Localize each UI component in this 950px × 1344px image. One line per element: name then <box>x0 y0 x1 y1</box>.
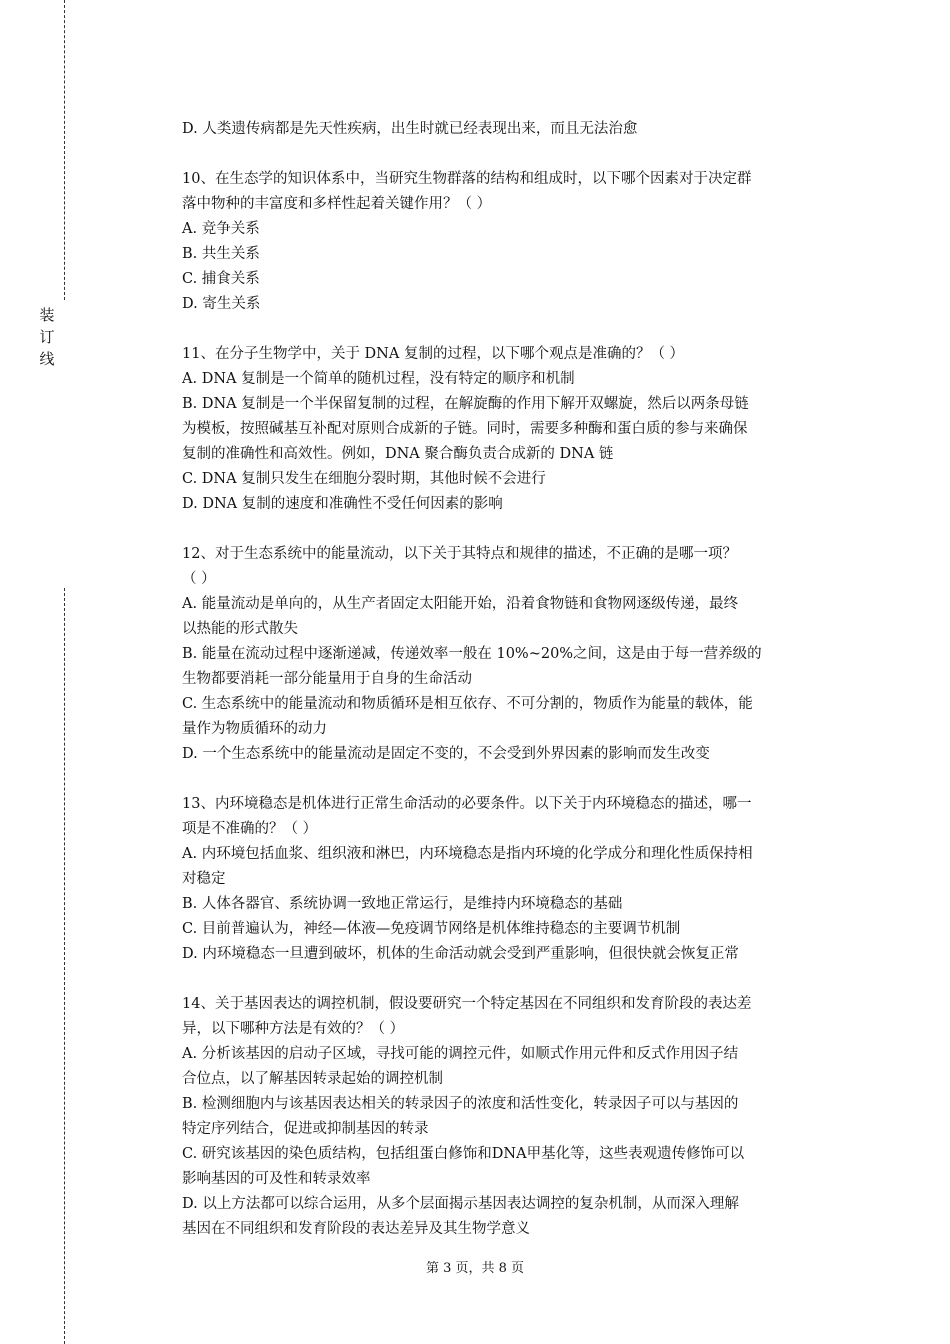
page-footer: 第 3 页，共 8 页 <box>425 1261 525 1276</box>
question-line: 为模板，按照碱基互补配对原则合成新的子链。同时，需要多种酶和蛋白质的参与来确保 <box>182 421 748 437</box>
question-line: D. 内环境稳态一旦遭到破坏，机体的生命活动就会受到严重影响，但很快就会恢复正常 <box>182 946 739 962</box>
question-line: 13、内环境稳态是机体进行正常生命活动的必要条件。以下关于内环境稳态的描述，哪一 <box>182 796 752 812</box>
binding-line-bottom <box>64 588 65 1344</box>
question-line: 项是不准确的？（ ） <box>182 821 318 837</box>
question-line: A. 内环境包括血浆、组织液和淋巴，内环境稳态是指内环境的化学成分和理化性质保持相 <box>182 846 753 862</box>
question-line: 11、在分子生物学中，关于 DNA 复制的过程，以下哪个观点是准确的？（ ） <box>182 346 685 362</box>
question-line: A. DNA 复制是一个简单的随机过程，没有特定的顺序和机制 <box>182 371 575 387</box>
question-line: C. 目前普遍认为，神经—体液—免疫调节网络是机体维持稳态的主要调节机制 <box>182 921 681 937</box>
question-block <box>182 342 844 517</box>
block-gap <box>182 517 844 542</box>
question-block <box>182 542 844 767</box>
question-block <box>182 992 844 1242</box>
question-line: D. DNA 复制的速度和准确性不受任何因素的影响 <box>182 496 503 512</box>
question-line: A. 竞争关系 <box>182 221 260 237</box>
block-gap <box>182 142 844 167</box>
question-line: （ ） <box>182 571 216 587</box>
question-line: C. 研究该基因的染色质结构，包括组蛋白修饰和DNA甲基化等，这些表观遗传修饰可以 <box>182 1146 745 1162</box>
question-line: 10、在生态学的知识体系中，当研究生物群落的结构和组成时，以下哪个因素对于决定群 <box>182 171 752 187</box>
question-block <box>182 167 844 317</box>
question-line: D. 人类遗传病都是先天性疾病，出生时就已经表现出来，而且无法治愈 <box>182 121 638 137</box>
question-line: 合位点，以了解基因转录起始的调控机制 <box>182 1071 443 1087</box>
question-line: D. 以上方法都可以综合运用，从多个层面揭示基因表达调控的复杂机制，从而深入理解 <box>182 1196 739 1212</box>
question-line: 影响基因的可及性和转录效率 <box>182 1171 371 1187</box>
question-line: 异，以下哪种方法是有效的？（ ） <box>182 1021 405 1037</box>
question-line: 生物都要消耗一部分能量用于自身的生命活动 <box>182 671 472 687</box>
question-line: B. 人体各器官、系统协调一致地正常运行，是维持内环境稳态的基础 <box>182 896 623 912</box>
question-line: C. DNA 复制只发生在细胞分裂时期，其他时候不会进行 <box>182 471 546 487</box>
question-line: C. 捕食关系 <box>182 271 260 287</box>
question-line: B. DNA 复制是一个半保留复制的过程，在解旋酶的作用下解开双螺旋，然后以两条母链 <box>182 396 749 412</box>
block-gap <box>182 317 844 342</box>
question-line: 14、关于基因表达的调控机制，假设要研究一个特定基因在不同组织和发育阶段的表达差 <box>182 996 752 1012</box>
binding-line-top <box>64 0 65 300</box>
binding-label: 装订线 <box>39 306 55 368</box>
question-line: B. 检测细胞内与该基因表达相关的转录因子的浓度和活性变化，转录因子可以与基因的 <box>182 1096 739 1112</box>
question-block <box>182 117 844 142</box>
question-content <box>182 117 844 1242</box>
question-line: B. 共生关系 <box>182 246 260 262</box>
question-line: 落中物种的丰富度和多样性起着关键作用？（ ） <box>182 196 492 212</box>
question-line: 量作为物质循环的动力 <box>182 721 327 737</box>
question-line: A. 分析该基因的启动子区域，寻找可能的调控元件，如顺式作用元件和反式作用因子结 <box>182 1046 739 1062</box>
question-line: D. 一个生态系统中的能量流动是固定不变的，不会受到外界因素的影响而发生改变 <box>182 746 710 762</box>
question-line: B. 能量在流动过程中逐渐递减，传递效率一般在 10%~20%之间，这是由于每一营养级的 <box>182 646 762 662</box>
question-line: 以热能的形式散失 <box>182 621 298 637</box>
block-gap <box>182 767 844 792</box>
question-line: 特定序列结合，促进或抑制基因的转录 <box>182 1121 429 1137</box>
question-line: A. 能量流动是单向的，从生产者固定太阳能开始，沿着食物链和食物网逐级传递，最终 <box>182 596 739 612</box>
question-line: 对稳定 <box>182 871 226 887</box>
question-line: D. 寄生关系 <box>182 296 261 312</box>
question-block <box>182 792 844 967</box>
block-gap <box>182 967 844 992</box>
question-line: 基因在不同组织和发育阶段的表达差异及其生物学意义 <box>182 1221 530 1237</box>
question-line: 12、对于生态系统中的能量流动，以下关于其特点和规律的描述，不正确的是哪一项？ <box>182 546 737 562</box>
question-line: C. 生态系统中的能量流动和物质循环是相互依存、不可分割的，物质作为能量的载体，能 <box>182 696 753 712</box>
question-line: 复制的准确性和高效性。例如，DNA 聚合酶负责合成新的 DNA 链 <box>182 446 614 462</box>
